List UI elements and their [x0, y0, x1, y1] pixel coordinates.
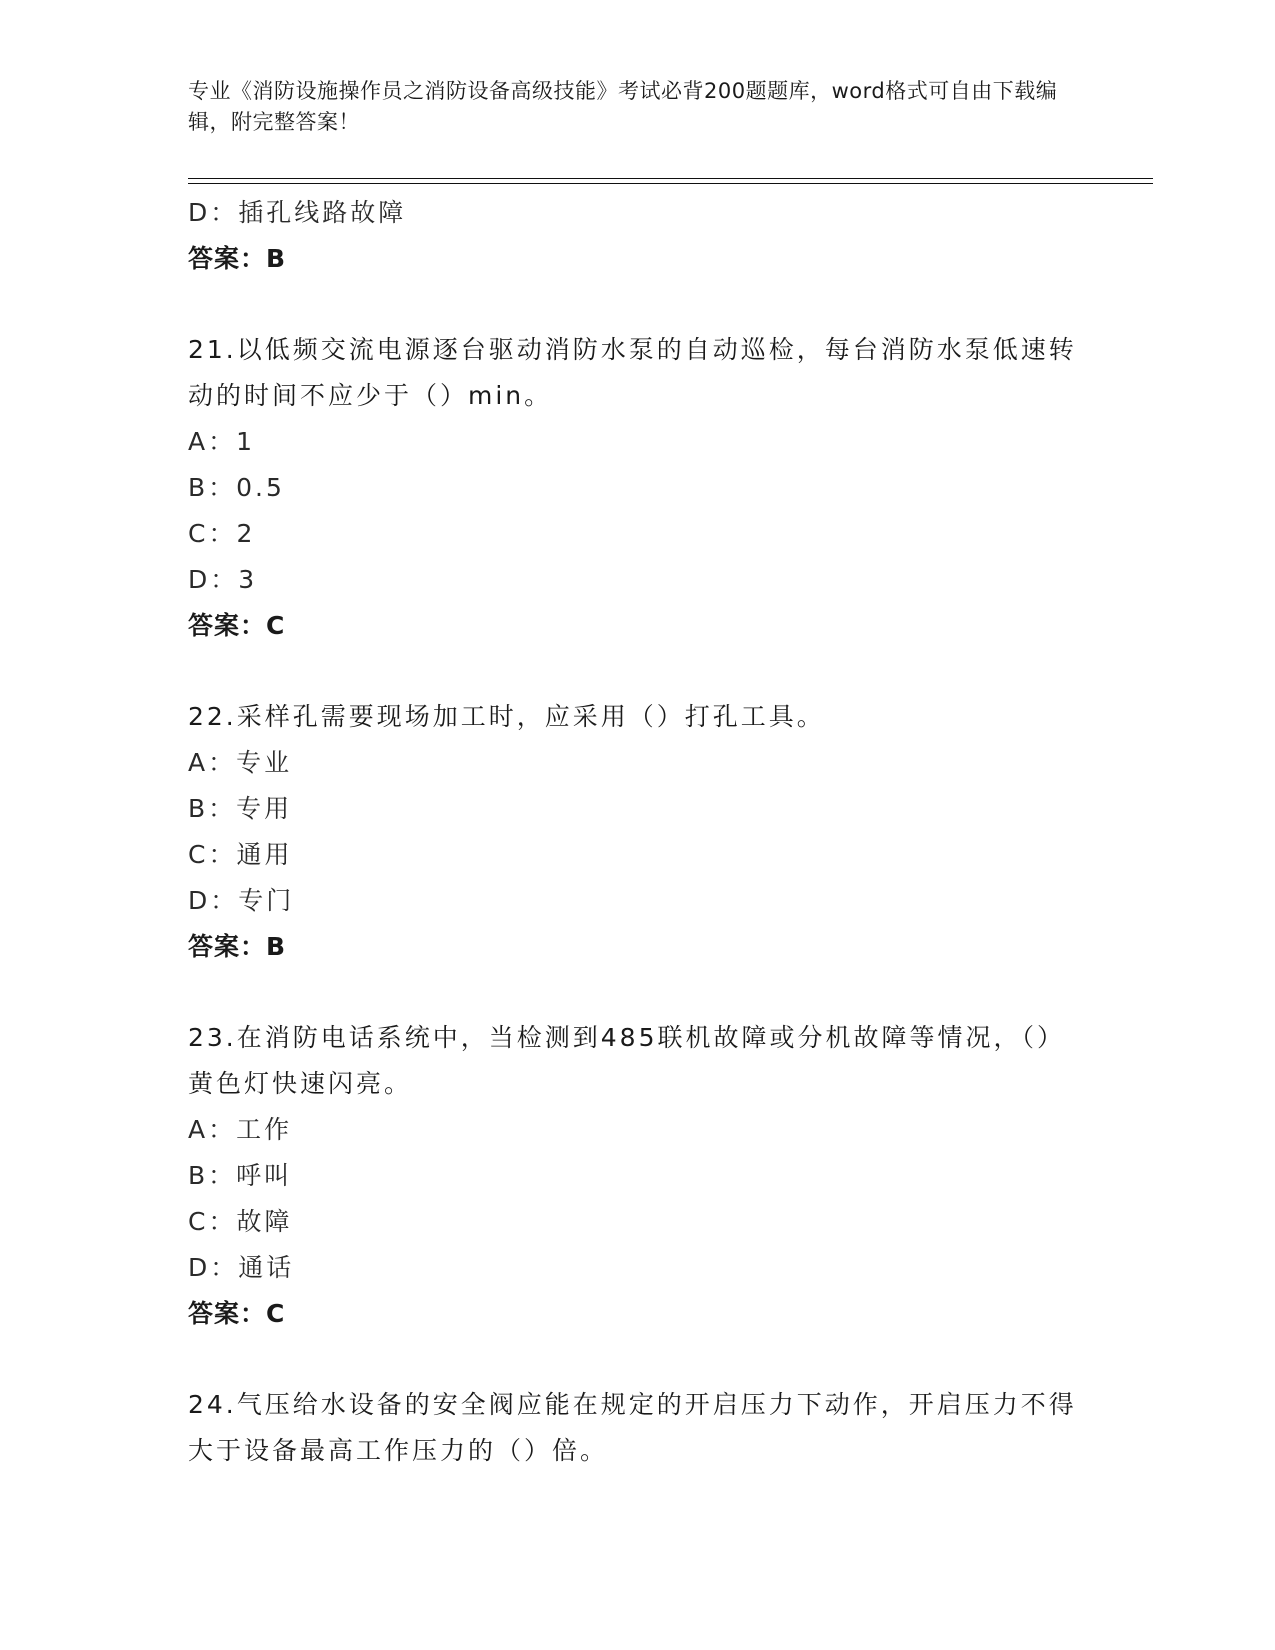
- option-b: B：专用: [188, 794, 293, 823]
- answer: 答案：B: [188, 932, 287, 961]
- option-a: A：专业: [188, 748, 293, 777]
- header-divider-secondary: [188, 183, 1153, 184]
- document-header: 专业《消防设施操作员之消防设备高级技能》考试必背200题题库，word格式可自由下载编辑，附完整答案！: [188, 79, 1058, 134]
- option-c: C：通用: [188, 840, 293, 869]
- question-text: 24.气压给水设备的安全阀应能在规定的开启压力下动作，开启压力不得大于设备最高工作压力的（）倍。: [188, 1390, 1077, 1465]
- question-item: [188, 694, 1088, 970]
- option-d: D：专门: [188, 886, 295, 915]
- question-text: 23.在消防电话系统中，当检测到485联机故障或分机故障等情况，（）黄色灯快速闪亮。: [188, 1023, 1065, 1098]
- question-text: 22.采样孔需要现场加工时，应采用（）打孔工具。: [188, 702, 825, 731]
- question-list: [188, 190, 1088, 1474]
- answer: 答案：B: [188, 244, 287, 273]
- question-item: [188, 1382, 1088, 1474]
- question-item: [188, 1015, 1088, 1337]
- option-b: B：呼叫: [188, 1161, 293, 1190]
- option-d: D：3: [188, 565, 258, 594]
- option-c: C：故障: [188, 1207, 293, 1236]
- option-a: A：工作: [188, 1115, 293, 1144]
- option-a: A：1: [188, 427, 256, 456]
- option-d: D：插孔线路故障: [188, 198, 407, 227]
- question-text: 21.以低频交流电源逐台驱动消防水泵的自动巡检，每台消防水泵低速转动的时间不应少于（）min。: [188, 335, 1077, 410]
- question-item: [188, 327, 1088, 649]
- header-divider: [188, 178, 1153, 179]
- answer: 答案：C: [188, 611, 286, 640]
- option-b: B：0.5: [188, 473, 285, 502]
- option-d: D：通话: [188, 1253, 295, 1282]
- answer: 答案：C: [188, 1299, 286, 1328]
- option-c: C：2: [188, 519, 256, 548]
